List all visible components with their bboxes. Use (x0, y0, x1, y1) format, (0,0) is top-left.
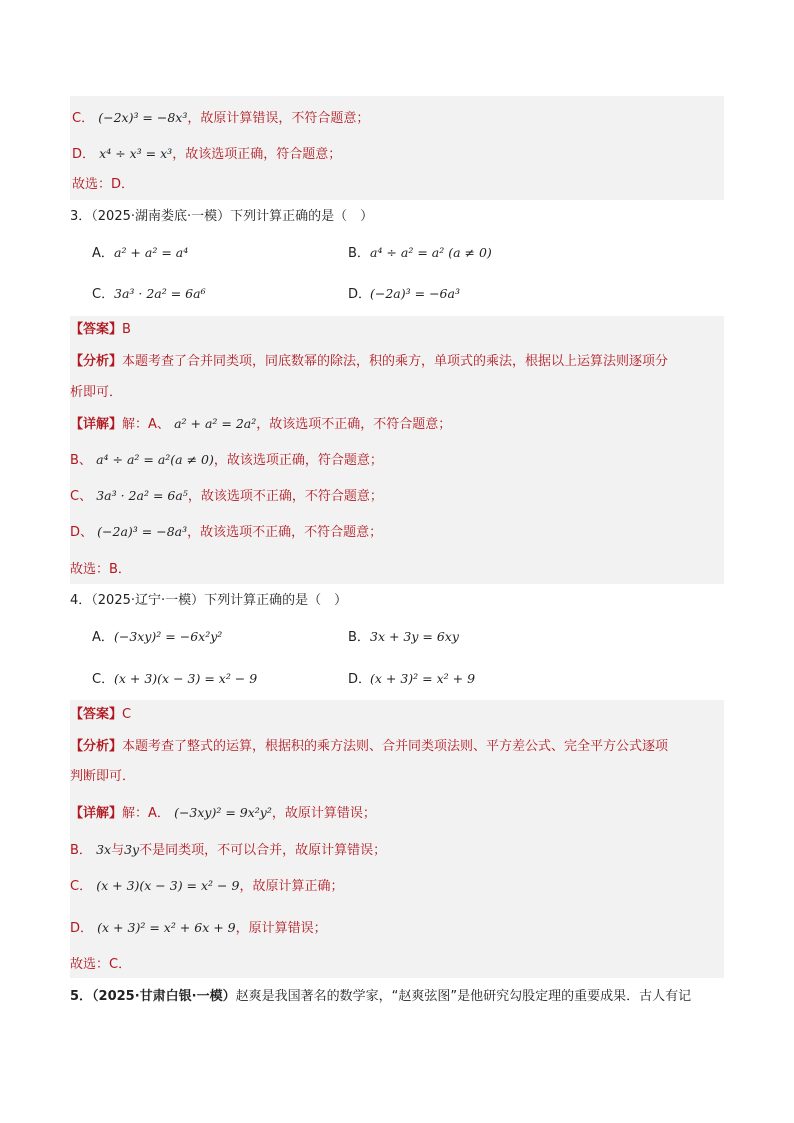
q3-analysis-line-2: 析即可． (70, 385, 123, 400)
q5-stem: 5．（2025·甘肃白银·一模）赵爽是我国著名的数学家，“赵爽弦图”是他研究勾股定理的重要成果．古人有记 (70, 989, 692, 1004)
q3-answer: 【答案】B (70, 322, 131, 337)
q4-analysis-line-1: 【分析】本题考查了整式的运算，根据积的乘方法则、合并同类项法则、平方差公式、完全平方公式逐项 (70, 739, 669, 754)
q2-detail-d: D． x⁴ ÷ x³ = x³，故该选项正确，符合题意； (72, 146, 342, 162)
q4-choice: 故选：C． (70, 957, 132, 972)
q2-choice: 故选：D． (72, 177, 135, 192)
q3-detail-b: B、 a⁴ ÷ a² = a²(a ≠ 0)，故该选项正确，符合题意； (70, 452, 383, 468)
q4-option-b: B．3x + 3y = 6xy (348, 629, 459, 645)
q3-choice: 故选：B． (70, 562, 131, 577)
q4-analysis-line-2: 判断即可． (70, 769, 136, 784)
q4-option-c: C．(x + 3)(x − 3) = x² − 9 (92, 671, 258, 687)
q4-detail-b: B． 3x与3y不是同类项，不可以合并，故原计算错误； (70, 842, 387, 858)
q3-analysis-line-1: 【分析】本题考查了合并同类项，同底数幂的除法，积的乘方，单项式的乘法，根据以上运算法则逐项分 (70, 354, 669, 369)
q4-stem: 4．（2025·辽宁·一模）下列计算正确的是（ ） (70, 593, 348, 608)
q3-option-d: D．(−2a)³ = −6a³ (348, 286, 460, 302)
q4-option-d: D．(x + 3)² = x² + 9 (348, 671, 476, 687)
q3-detail-d: D、 (−2a)³ = −8a³，故该选项不正确，不符合题意； (70, 524, 383, 540)
q4-detail-c: C． (x + 3)(x − 3) = x² − 9，故原计算正确； (70, 878, 344, 894)
q3-detail-a: 【详解】解：A、 a² + a² = 2a²，故该选项不正确，不符合题意； (70, 416, 452, 432)
q3-option-b: B．a⁴ ÷ a² = a² (a ≠ 0) (348, 245, 492, 261)
q4-answer: 【答案】C (70, 707, 132, 722)
q2-detail-c: C． (−2x)³ = −8x³，故原计算错误，不符合题意； (72, 110, 370, 126)
q4-detail-a: 【详解】解：A． (−3xy)² = 9x²y²，故原计算错误； (70, 805, 376, 821)
q3-option-a: A．a² + a² = a⁴ (92, 245, 189, 261)
q3-option-c: C．3a³ · 2a² = 6a⁶ (92, 286, 206, 302)
q4-option-a: A．(−3xy)² = −6x²y² (92, 629, 223, 645)
q4-detail-d: D． (x + 3)² = x² + 6x + 9，原计算错误； (70, 920, 327, 936)
q3-stem: 3．（2025·湖南娄底·一模）下列计算正确的是（ ） (70, 209, 374, 224)
q3-detail-c: C、 3a³ · 2a² = 6a⁵，故该选项不正确，不符合题意； (70, 488, 383, 504)
